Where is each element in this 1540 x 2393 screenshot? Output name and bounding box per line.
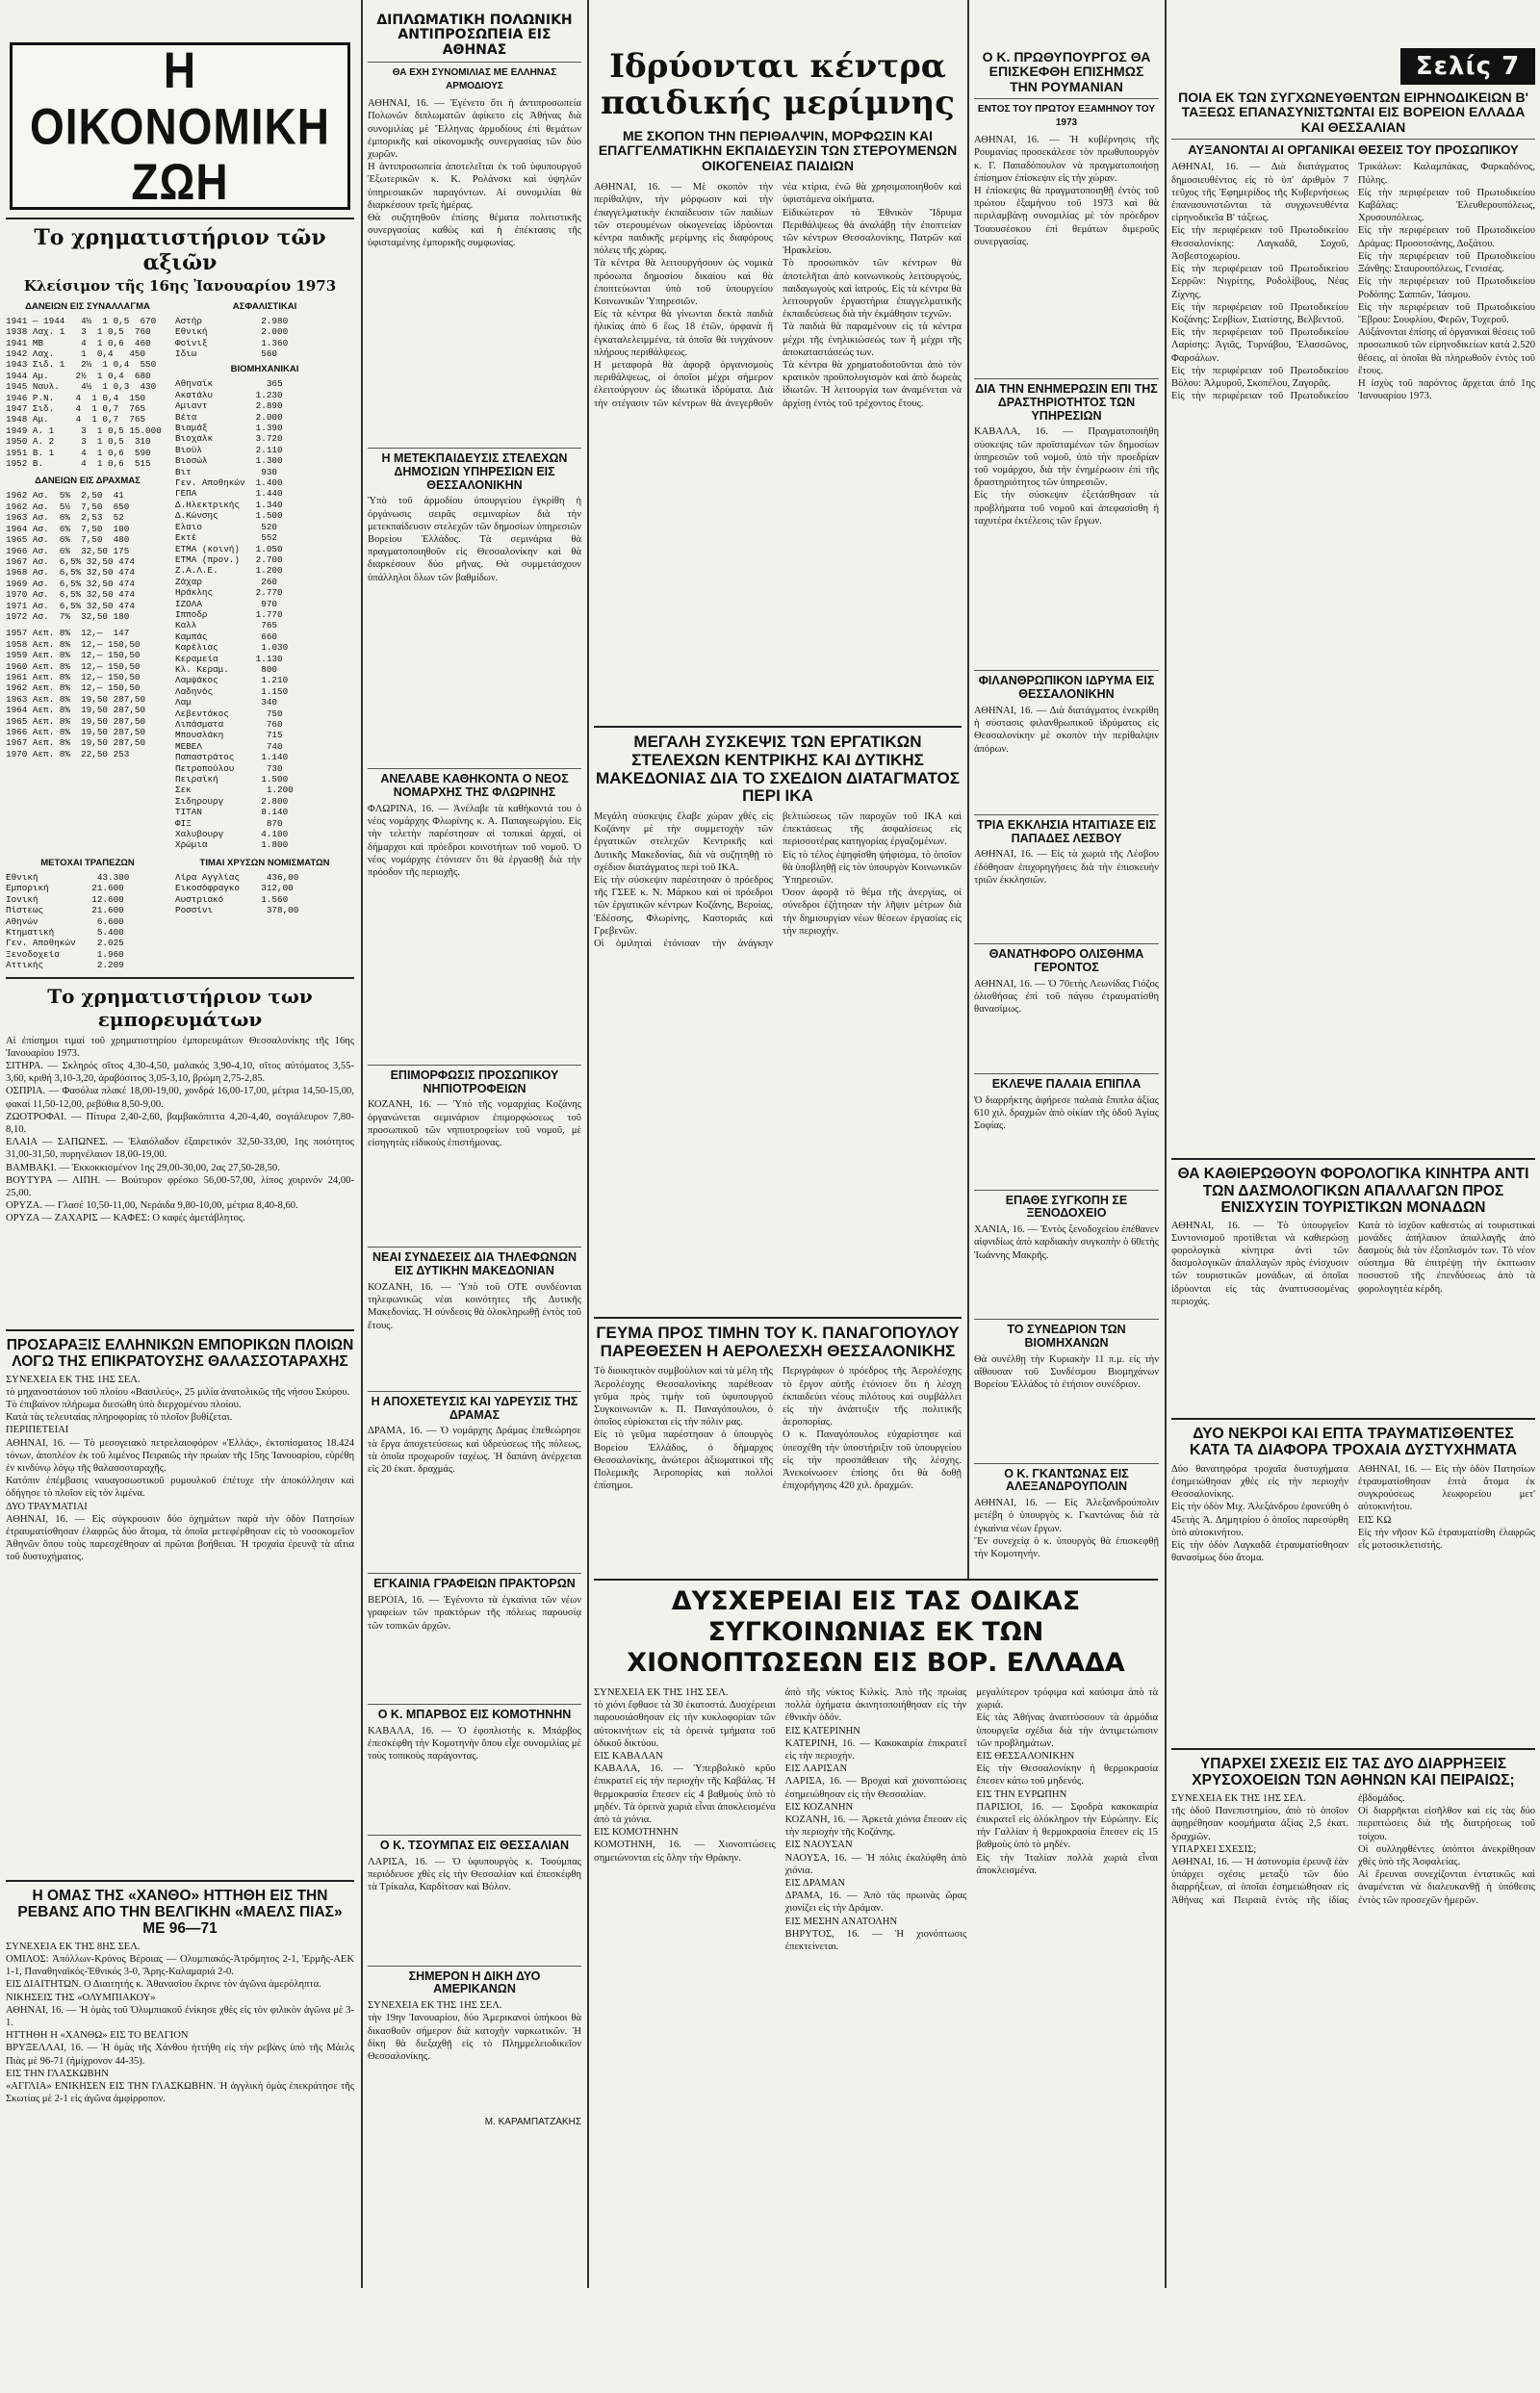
market-row: Εθνική 43.300: [6, 871, 130, 883]
drachma-table: [6, 490, 169, 622]
byline: Μ. ΚΑΡΑΜΠΑΤΖΑΚΗΣ: [484, 2117, 581, 2128]
market-row: 1960 Αεπ. 8% 12,— 150,50: [6, 660, 141, 672]
market-row: 1967 Ασ. 6,5% 32,50 474: [6, 555, 135, 567]
pm-text: ΑΘΗΝΑΙ, 16. — Ἡ κυβέρνησις τῆς Ρουμανίας προσεκάλεσε τὸν πρωθυπουργὸν κ. Γ. Παπαδόπουλον νὰ πραγματοποιήσῃ ἐπίσημον ἐπίσκεψιν εἰς τὴν χώραν. Η ἐπίσκεψις θὰ πραγματοποιηθῇ ἐντὸς τοῦ πρώτου ἑξαμήνου τοῦ 1973 καὶ θὰ περιλαμβάνῃ συνομιλίας μὲ τὸν πρόεδρον Τσαουσέσκου ἐπὶ θεμάτων διμεροῦς συνεργασίας.: [974, 135, 1159, 247]
rule: [368, 1573, 581, 1574]
market-row: Γεν. Αποθηκών 1.400: [175, 477, 283, 489]
commodities-headline: Το χρηματιστήριον των εμπορευμάτων: [47, 984, 313, 1031]
stock-exchange-headline: Το χρηματιστήριον τῶν αξιῶν: [34, 224, 326, 275]
rule: [594, 1579, 1158, 1581]
ika-text: Μεγάλη σύσκεψις ἔλαβε χώραν χθὲς εἰς Κοζάνην μὲ τὴν συμμετοχὴν τῶν ἐργατικῶν στελεχῶν Κεντρικῆς καὶ Δυτικῆς Μακεδονίας, διὰ νὰ συζητηθῇ τὸ σχέδιον διατάγματος περὶ τοῦ ΙΚΑ. Εἰς τὴν σύσκεψιν παρέστησαν ὁ πρόεδρος τῆς ΓΣΕΕ κ. Ν. Μάρκου καὶ οἱ πρόεδροι τῶν ἐργατικῶν κέντρων Κοζάνης, Βεροίας, Ἐδέσσης, Φλωρίνης, Καστοριᾶς καὶ Γρεβενῶν. Οἱ ὁμιληταὶ ἐτόνισαν τὴν ἀνάγκην βελτιώσεως τῶν παροχῶν τοῦ ΙΚΑ καὶ ἐπεκτάσεως τῆς ἀσφαλίσεως εἰς περισσοτέρας κατηγορίας ἐργαζομένων. Εἰς τὸ τέλος ἐψηφίσθη ψήφισμα, τὸ ὁποῖον θὰ ὑποβληθῇ εἰς τὸν ὑπουργὸν Κοινωνικῶν Ὑπηρεσιῶν. Όσον ἀφορᾷ τὸ θέμα τῆς ἀνεργίας, οἱ σύνεδροι ἐζήτησαν τὴν λῆψιν μέτρων διὰ τὴν δημιουργίαν νέων θέσεων ἐργασίας εἰς τὴν περιοχήν.: [594, 811, 962, 949]
market-row: Σιδηρουργ 2.800: [175, 795, 289, 807]
market-row: 1951 Β. 1 4 1 0,6 590: [6, 447, 151, 458]
death-headline: ΘΑΝΑΤΗΦΟΡΟ ΟΛΙΣΘΗΜΑ ΓΕΡΟΝΤΟΣ: [988, 947, 1144, 975]
market-row: 1962 Ασ. 5½ 7,50 650: [6, 501, 130, 512]
rule: [974, 378, 1159, 379]
drachma-heading: ΔΑΝΕΙΩΝ ΕΙΣ ΔΡΑΧΜΑΣ: [35, 476, 141, 487]
rule: [974, 814, 1159, 815]
market-row: 1969 Ασ. 6,5% 32,50 474: [6, 578, 135, 589]
loans-heading: ΔΑΝΕΙΩΝ ΕΙΣ ΣΥΝΑΛΛΑΓΜΑ: [25, 300, 150, 312]
rule: [368, 62, 581, 63]
market-row: Αυστριακό 1.560: [175, 893, 289, 905]
masthead-title: Η ΟΙΚΟΝΟΜΙΚΗ ΖΩΗ: [30, 40, 330, 211]
market-row: 1962 Αεπ. 8% 12,— 150,50: [6, 682, 141, 694]
ika-headline: ΜΕΓΑΛΗ ΣΥΣΚΕΨΙΣ ΤΩΝ ΕΡΓΑΤΙΚΩΝ ΣΤΕΛΕΧΩΝ ΚΕΝΤΡΙΚΗΣ ΚΑΙ ΔΥΤΙΚΗΣ ΜΑΚΕΔΟΝΙΑΣ ΔΙΑ ΤΟ ΣΧΕΔΙΟΝ ΔΙΑΤΑΓΜΑΤΟΣ ΠΕΡΙ ΙΚΑ: [596, 733, 960, 806]
market-row: 1967 Αεπ. 8% 19,50 287,50: [6, 737, 146, 749]
market-row: Ξενοδοχεία 1.960: [6, 948, 124, 960]
nomarch-headline: ΑΝΕΛΑΒΕ ΚΑΘΗΚΟΝΤΑ Ο ΝΕΟΣ ΝΟΜΑΡΧΗΣ ΤΗΣ ΦΛΩΡΙΝΗΣ: [380, 772, 569, 800]
market-row: Λεβεντάκος 750: [175, 708, 283, 719]
rule: [6, 218, 354, 219]
market-row: Βιοσώλ 1.300: [175, 455, 283, 467]
pm-sub: ΕΝΤΟΣ ΤΟΥ ΠΡΩΤΟΥ ΕΞΑΜΗΝΟΥ ΤΟΥ 1973: [977, 104, 1156, 129]
sports-text: ΣΥΝΕΧΕΙΑ ΕΚ ΤΗΣ 8ΗΣ ΣΕΛ. ΟΜΙΛΟΣ: Ἀπόλλων-Κρόνος Βέροιας — Ολυμπιακός-Ἀτρόμητος 2-1, Ἑρμῆς-ΑΕΚ 1-1, Παναθηναϊκός-Ἐθνικός 3-0, Ἄρης-Καλαμαριά 2-0. ΕΙΣ ΔΙΑΙΤΗΤΩΝ. Ο Διαιτητής κ. Ἀθανασίου ἔκρινε τὸν ἀγῶνα ἀμερόληπτα. ΝΙΚΗΣΕΙΣ ΤΗΣ «ΟΛΥΜΠΙΑΚΟΥ» ΑΘΗΝΑΙ, 16. — Ἡ ὁμὰς τοῦ Ὀλυμπιακοῦ ἐνίκησε χθὲς εἰς τὸν φιλικὸν ἀγῶνα μὲ 3-1. ΗΤΤΗΘΗ Η «ΧΑΝΘΩ» ΕΙΣ ΤΟ ΒΕΛΓΙΟΝ ΒΡΥΞΕΛΛΑΙ, 16. — Ἡ ὁμὰς τῆς Χάνθου ἡττήθη εἰς τὴν ρεβὰνς ὑπὸ τῆς Μάελς Πιὰς μὲ 96-71 (ἡμίχρονον 44-35). ΕΙΣ ΤΗΝ ΓΛΑΣΚΩΒΗΝ «ΑΓΓΛΙΑ» ΕΝΙΚΗΣΕΝ ΕΙΣ ΤΗΝ ΓΛΑΣΚΩΒΗΝ. Ἡ ἀγγλικὴ ὁμὰς ἐπεκράτησε τῆς Σκωτίας μὲ 2-1 εἰς ἀγῶνα ἀμφίρροπον.: [6, 1941, 354, 2105]
market-row: ΙΖΟΛΑ 970: [175, 598, 278, 609]
centers-text: ΑΘΗΝΑΙ, 16. — Μὲ σκοπὸν τὴν περίθαλψιν, τὴν μόρφωσιν καὶ τὴν ἐπαγγελματικὴν ἐκπαίδευσιν τῶν παιδίων τῶν στερουμένων οἰκογενείας ἱδρύονται κέντρα παιδικῆς μερίμνης εἰς διαφόρους πόλεις τῆς χώρας. Τὰ κέντρα θὰ λειτουργήσουν ὡς νομικὰ πρόσωπα δημοσίου δικαίου καὶ θὰ ἐποπτεύωνται ὑπὸ τοῦ ὑπουργείου Κοινωνικῶν Ὑπηρεσιῶν. Εἰς τὰ κέντρα θὰ γίνωνται δεκτὰ παιδιὰ ἡλικίας ἀπὸ 6 ἕως 18 ἐτῶν, ὀρφανὰ ἢ ἐγκαταλελειμμένα, τὰ ὁποῖα θὰ τυγχάνουν πλήρους περιθάλψεως. Η μεταφορὰ θὰ ἀφορᾷ ὀργανισμοὺς περιθάλψεως, οἱ ὁποῖοι μέχρι σήμερον ἐλειτούργουν ὡς ἰδιωτικὰ ἱδρύματα. Διὰ τὴν στέγασιν τῶν κέντρων θὰ ἀνεγερθοῦν νέα κτίρια, ἐνῶ θὰ χρησιμοποιηθοῦν καὶ ὑφιστάμενα οἰκήματα. Εἰδικώτερον τὸ Ἐθνικὸν Ἵδρυμα Περιθάλψεως θὰ ἀναλάβῃ τὴν ἐποπτείαν τῶν κέντρων Θεσσαλονίκης, Πατρῶν καὶ Ἡρακλείου. Τὸ προσωπικὸν τῶν κέντρων θὰ ἀποτελῆται ἀπὸ κοινωνικοὺς λειτουργούς, παιδαγωγοὺς καὶ ἰατρούς. Εἰς τὰ κέντρα θὰ λειτουργοῦν ἐργαστήρια ἐπαγγελματικῆς ἐκπαιδεύσεως διὰ τὴν ἐκμάθησιν τεχνῶν. Τὰ παιδιὰ θὰ παραμένουν εἰς τὰ κέντρα μέχρι τῆς ἐνηλικιώσεώς των ἢ μέχρι τῆς ἀποκαταστάσεώς των. Τὰ κέντρα θὰ χρηματοδοτοῦνται ἀπὸ τὸν κρατικὸν προϋπολογισμὸν καὶ ἀπὸ δωρεὰς ἰδιωτῶν. Ἡ λειτουργία των ἀναμένεται νὰ ἀρχίσῃ ἐντὸς τοῦ τρέχοντος ἔτους.: [594, 182, 962, 409]
industrial-table: [175, 378, 354, 850]
phil-headline: ΦΙΛΑΝΘΡΩΠΙΚΟΝ ΙΔΡΥΜΑ ΕΙΣ ΘΕΣΣΑΛΟΝΙΚΗΝ: [978, 674, 1155, 702]
rule: [6, 1329, 354, 1331]
market-row: Ακατάλυ 1.230: [175, 389, 283, 400]
rule: [368, 1391, 581, 1392]
market-row: Ζ.Α.Λ.Ε. 1.200: [175, 565, 283, 577]
priests-text: ΑΘΗΝΑΙ, 16. — Εἰς τὰ χωριὰ τῆς Λέσβου ἐδόθησαν ἐπιχορηγήσεις διὰ τὴν ἐπισκευὴν τριῶν ἐκκλησιῶν.: [974, 849, 1162, 886]
theft-text: Ὁ διαρρήκτης ἀφήρεσε παλαιὰ ἔπιπλα ἀξίας 610 χιλ. δραχμῶν ἀπὸ οἰκίαν τῆς ὁδοῦ Ἁγίας Σοφίας.: [974, 1094, 1162, 1132]
gold-theft-text: ΣΥΝΕΧΕΙΑ ΕΚ ΤΗΣ 1ΗΣ ΣΕΛ. τῆς ὁδοῦ Πανεπιστημίου, ἀπὸ τὸ ὁποῖον ἀφῃρέθησαν κοσμήματα ἀξίας 2,5 ἑκατ. δραχμῶν. ΥΠΑΡΧΕΙ ΣΧΕΣΙΣ; ΑΘΗΝΑΙ, 16. — Ἡ ἀστυνομία ἐρευνᾷ ἐὰν ὑπάρχει σχέσις μεταξὺ τῶν δύο διαρρήξεων, αἱ ὁποῖαι ἐσημειώθησαν εἰς Ἀθήνας καὶ Πειραιᾶ ἐντὸς τῆς ἰδίας ἑβδομάδος. Οἱ διαρρῆκται εἰσῆλθον καὶ εἰς τὰς δύο περιπτώσεις διὰ τῆς διατρήσεως τοῦ τοίχου. Οἱ συλληφθέντες ὑπόπτοι ἀνεκρίθησαν χθὲς ὑπὸ τῆς Ἀσφαλείας. Αἱ ἔρευναι συνεχίζονται ἐντατικῶς καὶ ἀναμένεται νὰ διαλευκανθῇ ἡ ὑπόθεσις ἐντὸς τῶν προσεχῶν ἡμερῶν.: [1171, 1792, 1535, 1906]
epimorfosis-text: ΚΟΖΑΝΗ, 16. — Ὑπὸ τῆς νομαρχίας Κοζάνης ὀργανώνεται σεμινάριον ἐπιμορφώσεως τοῦ προσωπικοῦ τῶν νηπιοτροφείων τοῦ νομοῦ, μὲ εἰσηγητὰς εἰδικοὺς ἐπιστήμονας.: [368, 1099, 584, 1149]
centers-headline: Ιδρύονται κέντρα παιδικής μερίμνης: [601, 47, 955, 122]
market-row: ΜΕΒΕΛ 740: [175, 740, 283, 752]
market-row: 1948 Αμ. 4 1 0,7 765: [6, 414, 146, 425]
market-row: Ιπποδρ 1.770: [175, 608, 283, 620]
rule: [1171, 1748, 1535, 1750]
shares-block: [175, 298, 354, 851]
courts-text: ΑΘΗΝΑΙ, 16. — Διὰ διατάγματος δημοσιευθέντος εἰς τὸ ὑπ' ἀριθμὸν 7 τεῦχος τῆς Ἐφημερίδος τῆς Κυβερνήσεως ἐπανασυνιστῶνται τὰ συγχωνευθέντα εἰρηνοδικεῖα Β' τάξεως. Εἰς τὴν περιφέρειαν τοῦ Πρωτοδικείου Θεσσαλονίκης: Λαγκαδᾶ, Σοχοῦ, Ἀσβεστοχωρίου. Εἰς τὴν περιφέρειαν τοῦ Πρωτοδικείου Σερρῶν: Νιγρίτης, Ροδολίβους, Νέας Ζίχνης. Εἰς τὴν περιφέρειαν τοῦ Πρωτοδικείου Κοζάνης: Σερβίων, Σιατίστης, Βελβεντοῦ. Εἰς τὴν περιφέρειαν τοῦ Πρωτοδικείου Λαρίσης: Ἀγιᾶς, Τυρνάβου, Ἐλασσῶνος, Φαρσάλων. Εἰς τὴν περιφέρειαν τοῦ Πρωτοδικείου Βόλου: Ἀλμυροῦ, Σκοπέλου, Ζαγορᾶς. Εἰς τὴν περιφέρειαν τοῦ Πρωτοδικείου Τρικάλων: Καλαμπάκας, Φαρκαδόνος, Πύλης. Εἰς τὴν περιφέρειαν τοῦ Πρωτοδικείου Καβάλας: Ἐλευθερουπόλεως, Χρυσουπόλεως. Εἰς τὴν περιφέρειαν τοῦ Πρωτοδικείου Δράμας: Προσοτσάνης, Δοξάτου. Εἰς τὴν περιφέρειαν τοῦ Πρωτοδικείου Ξάνθης: Σταυρουπόλεως, Γενισέας. Εἰς τὴν περιφέρειαν τοῦ Πρωτοδικείου Ροδόπης: Σαππῶν, Ἰάσμου. Εἰς τὴν περιφέρειαν τοῦ Πρωτοδικείου Ἔβρου: Σουφλίου, Φερῶν, Τυχεροῦ. Αὐξάνονται ἐπίσης αἱ ὀργανικαὶ θέσεις τοῦ προσωπικοῦ τῶν εἰρηνοδικείων κατὰ 2.520 θέσεις, αἱ ὁποῖαι θὰ πληρωθοῦν ἐντὸς τοῦ ἔτους. Η ἰσχὺς τοῦ παρόντος ἄρχεται ἀπὸ 1ης Ἰανουαρίου 1973.: [1171, 162, 1535, 402]
rule: [1171, 1158, 1535, 1160]
right-news-column: [974, 0, 1162, 1632]
market-row: ΕΤΜΑ (κοινή) 1.050: [175, 543, 283, 554]
market-row: Βιοχαλκ 3.720: [175, 433, 283, 445]
market-row: Ζάχαρ 260: [175, 576, 278, 587]
courts-subheadline: ΑΥΞΑΝΟΝΤΑΙ ΑΙ ΟΡΓΑΝΙΚΑΙ ΘΕΣΕΙΣ ΤΟΥ ΠΡΟΣΩΠΙΚΟΥ: [1188, 142, 1519, 158]
market-row: Δ.Ηλεκτρικής 1.340: [175, 499, 283, 510]
tsoumbas-headline: Ο Κ. ΤΣΟΥΜΠΑΣ ΕΙΣ ΘΕΣΣΑΛΙΑΝ: [379, 1838, 570, 1852]
market-row: 1970 Ασ. 6,5% 32,50 474: [6, 589, 135, 601]
shops-text: ΒΕΡΟΙΑ, 16. — Ἐγένοντο τὰ ἐγκαίνια τῶν νέων γραφείων τῶν πρακτόρων τῆς πόλεως παρουσίᾳ τῶν τοπικῶν ἀρχῶν.: [368, 1595, 584, 1632]
snow-headline: ΔΥΣΧΕΡΕΙΑΙ ΕΙΣ ΤΑΣ ΟΔΙΚΑΣ ΣΥΓΚΟΙΝΩΝΙΑΣ ΕΚ ΤΩΝ ΧΙΟΝΟΠΤΩΣΕΩΝ ΕΙΣ ΒΟΡ. ΕΛΛΑΔΑ: [627, 1586, 1125, 1678]
rule: [974, 670, 1159, 671]
market-row: 1961 Αεπ. 8% 12,— 150,50: [6, 671, 141, 682]
market-row: Αθηνών 6.600: [6, 915, 124, 927]
insurance-heading: ΑΣΦΑΛΙΣΤΙΚΑΙ: [232, 300, 297, 312]
market-row: Κλ. Κεραμ. 800: [175, 663, 278, 675]
market-row: Βιαμάξ 1.390: [175, 423, 283, 434]
market-row: Κτηματική 5.400: [6, 926, 124, 938]
rule: [1171, 1418, 1535, 1420]
insurance-table: [175, 316, 354, 360]
rule: [368, 1835, 581, 1836]
market-row: 1945 Ναυλ. 4½ 1 0,3 430: [6, 381, 157, 393]
market-row: Ροσσίνι 378,00: [175, 905, 299, 916]
conference-headline: ΤΟ ΣΥΝΕΔΡΙΟΝ ΤΩΝ ΒΙΟΜΗΧΑΝΩΝ: [1007, 1323, 1126, 1350]
market-row: 1968 Ασ. 6,5% 32,50 474: [6, 567, 135, 579]
accident-text: Δύο θανατηφόρα τροχαῖα δυστυχήματα ἐσημειώθησαν χθὲς εἰς τὴν περιοχὴν Θεσσαλονίκης. Εἰς τὴν ὁδὸν Μιχ. Ἀλεξάνδρου ἐφονεύθη ὁ 45ετὴς Ἀ. Δημητρίου ὁ ὁποῖος παρεσύρθη ὑπὸ αὐτοκινήτου. Εἰς τὴν ὁδὸν Λαγκαδᾶ ἐτραυματίσθησαν θανασίμως δύο ἄτομα. ΑΘΗΝΑΙ, 16. — Εἰς τὴν ὁδὸν Πατησίων ἐτραυματίσθησαν ἑπτὰ ἄτομα ἐκ συγκρούσεως λεωφορείου μετ' αὐτοκινήτου. ΕΙΣ ΚΩ Εἰς τὴν νῆσον Κῶ ἐτραυματίσθη ἐλαφρῶς εἷς μοτοσικλετιστής.: [1171, 1463, 1535, 1564]
market-row: 1964 Ασ. 6% 7,50 100: [6, 523, 130, 534]
market-row: Λαμ 340: [175, 697, 278, 708]
market-row: 1952 Β. 4 1 0,6 515: [6, 458, 151, 470]
rule: [368, 1966, 581, 1967]
market-row: 1966 Ασ. 6% 32,50 175: [6, 545, 130, 556]
market-row: Χαλυβουργ 4.100: [175, 829, 289, 840]
shops-headline: ΕΓΚΑΙΝΙΑ ΓΡΑΦΕΙΩΝ ΠΡΑΚΤΟΡΩΝ: [373, 1577, 576, 1591]
market-row: 1963 Αεπ. 8% 19,50 287,50: [6, 693, 146, 705]
market-row: Ελαιο 520: [175, 521, 278, 532]
market-row: Φοίνιξ 1.360: [175, 337, 289, 348]
column-rule: [1165, 0, 1167, 2288]
regional-column: [368, 0, 584, 2128]
water-text: ΔΡΑΜΑ, 16. — Ὁ νομάρχης Δράμας ἐπεθεώρησε τὰ ἔργα ἀποχετεύσεως καὶ ὑδρεύσεως τῆς πόλεως, τὰ ὁποῖα προχωροῦν ταχέως. Ἡ δαπάνη ἀνέρχεται εἰς 20 ἑκατ. δραχμάς.: [368, 1426, 584, 1476]
market-row: Καμπάς 660: [175, 630, 278, 642]
airport-text: Τὸ διοικητικὸν συμβούλιον καὶ τὰ μέλη τῆς Ἀερολέσχης Θεσσαλονίκης παρέθεσαν γεῦμα πρὸς τιμὴν τοῦ ὑφυπουργοῦ Συγκοινωνιῶν κ. Π. Παναγόπουλου, ὁ ὁποῖος εὑρίσκεται εἰς τὴν πόλιν μας. Εἰς τὸ γεῦμα παρέστησαν ὁ ὑπουργὸς Βορείου Ἑλλάδος, ὁ δήμαρχος Θεσσαλονίκης, ἀνώτεροι ἀξιωματικοὶ τῆς Πολεμικῆς Ἀεροπορίας καὶ πολλοὶ ἐπίσημοι. Περιγράφων ὁ πρόεδρος τῆς Ἀερολέσχης τὸ ἔργον αὐτῆς ἐτόνισεν ὅτι ἡ λέσχη ἐκπαιδεύει νέους πιλότους καὶ συμβάλλει εἰς τὴν ἀνάπτυξιν τῆς πολιτικῆς ἀεροπορίας. Ο κ. Παναγόπουλος εὐχαρίστησε καὶ ὑπεσχέθη τὴν ὑποστήριξιν τοῦ ὑπουργείου εἰς τὴν προσπάθειαν τῆς λέσχης. Ἀνεκοίνωσεν ἐπίσης ὅτι θὰ δοθῇ ἐπιχορήγησις 420 χιλ. δραχμῶν.: [594, 1366, 962, 1492]
info-headline: ΔΙΑ ΤΗΝ ΕΝΗΜΕΡΩΣΙΝ ΕΠΙ ΤΗΣ ΔΡΑΣΤΗΡΙΟΤΗΤΟΣ ΤΩΝ ΥΠΗΡΕΣΙΩΝ: [975, 382, 1158, 423]
market-row: 1965 Ασ. 6% 7,50 480: [6, 534, 130, 546]
death-text: ΑΘΗΝΑΙ, 16. — Ὁ 70ετὴς Λεωνίδας Γιόζος ὀλισθήσας ἐπὶ τοῦ πάγου ἐτραυματίσθη θανασίμως.: [974, 978, 1162, 1016]
industrial-heading: ΒΙΟΜΗΧΑΝΙΚΑΙ: [230, 364, 299, 375]
tax-headline: ΘΑ ΚΑΘΙΕΡΩΘΟΥΝ ΦΟΡΟΛΟΓΙΚΑ ΚΙΝΗΤΡΑ ΑΝΤΙ ΤΩΝ ΔΑΣΜΟΛΟΓΙΚΩΝ ΑΠΑΛΛΑΓΩΝ ΠΡΟΣ ΕΝΙΣΧΥΣΙΝ ΤΟΥΡΙΣΤΙΚΩΝ ΜΟΝΑΔΩΝ: [1177, 1166, 1529, 1216]
ghantonas-headline: Ο Κ. ΓΚΑΝΤΩΝΑΣ ΕΙΣ ΑΛΕΞΑΝΔΡΟΥΠΟΛΙΝ: [1004, 1466, 1129, 1494]
rule: [594, 726, 962, 728]
market-row: Πίστεως 21.600: [6, 905, 124, 916]
conference-text: Θὰ συνέλθῃ τὴν Κυριακὴν 11 π.μ. εἰς τὴν αἴθουσαν τοῦ Συνδέσμου Βιομηχάνων Βορείου Ἑλλάδος τὸ ἐτήσιον συνέδριον.: [974, 1353, 1162, 1391]
market-row: 1938 Λαχ. 1 3 1 0,5 760: [6, 326, 151, 338]
market-row: 1962 Ασ. 5% 2,50 41: [6, 490, 124, 502]
market-row: 1942 Λαχ. 1 0,4 450: [6, 348, 146, 359]
market-row: Αμιαντ 2.890: [175, 400, 283, 412]
market-row: Λιπάσματα 760: [175, 719, 283, 730]
diplomatic-headline: ΔΙΠΛΩΜΑΤΙΚΗ ΠΟΛΩΝΙΚΗ ΑΝΤΙΠΡΟΣΩΠΕΙΑ ΕΙΣ ΑΘΗΝΑΣ: [376, 13, 573, 58]
accident-headline: ΔΥΟ ΝΕΚΡΟΙ ΚΑΙ ΕΠΤΑ ΤΡΑΥΜΑΤΙΣΘΕΝΤΕΣ ΚΑΤΑ ΤΑ ΔΙΑΦΟΡΑ ΤΡΟΧΑΙΑ ΔΥΣΤΥΧΗΜΑΤΑ: [1189, 1425, 1518, 1459]
market-row: Καλλ 765: [175, 620, 278, 631]
market-row: Δ.Κώνσης 1.500: [175, 510, 283, 522]
rule: [368, 448, 581, 449]
loans-table: [6, 316, 169, 470]
commodities-text: Αἱ ἐπίσημοι τιμαί τοῦ χρηματιστηρίου ἐμπορευμάτων Θεσσαλονίκης τῆς 16ης Ἰανουαρίου 1973. ΣΙΤΗΡΑ. — Σκληρός σῖτος 4,30-4,50, μαλακός 3,90-4,10, σῖτος αὐτόματος 3,55-3,60, κριθή 3,10-3,20, ἀραβόσιτος 3,05-3,10, βρώμη 2,75-2,85. ΟΣΠΡΙΑ. — Φασόλια πλακέ 18,00-19,00, χονδρά 16,00-17,00, μέτρια 14,50-15,00, φακαί 11,50-12,00, ρεβύθια 8,50-9,00. ΖΩΟΤΡΟΦΑΙ. — Πίτυρα 2,40-2,60, βαμβακόπιττα 4,20-4,40, σογιάλευρον 7,80-8,10. ΕΛΑΙΑ — ΣΑΠΩΝΕΣ. — Ἐλαιόλαδον ἐξαιρετικόν 32,50-33,00, 1ης ποιότητος 31,00-31,50, πυρηνέλαιον 18,00-19,00. ΒΑΜΒΑΚΙ. — Ἐκκοκκισμένον 1ης 29,00-30,00, 2ας 27,50-28,50. ΒΟΥΤΥΡΑ — ΛΙΠΗ. — Βούτυρον φρέσκο 56,00-57,00, λίπος χοιρινόν 24,00-25,00. ΟΡΥΖΑ. — Γλασέ 10,50-11,00, Νεράιδα 9,80-10,00, μέτρια 8,40-8,60. ΟΡΥΖΑ — ΖΑΧΑΡΙΣ — ΚΑΦΕΣ: Ο καφές ἀμετάβλητος.: [6, 1035, 354, 1224]
market-row: ΦΙΞ 870: [175, 817, 283, 829]
market-row: 1957 Αεπ. 8% 12,— 147: [6, 628, 130, 639]
rule: [368, 1704, 581, 1705]
rule: [974, 1073, 1159, 1074]
market-row: Ηράκλης 2.770: [175, 587, 283, 599]
diplomatic-sub: ΘΑ ΕΧΗ ΣΥΝΟΜΙΛΙΑΣ ΜΕ ΕΛΛΗΝΑΣ ΑΡΜΟΔΙΟΥΣ: [392, 67, 557, 92]
market-row: 1941 — 1944 4½ 1 0,5 670: [6, 315, 157, 326]
phones-text: ΚΟΖΑΝΗ, 16. — Ὑπὸ τοῦ ΟΤΕ συνδέονται τηλεφωνικῶς νέαι κοινότητες τῆς Δυτικῆς Μακεδονίας. Ἡ σύνδεσις θὰ ὁλοκληρωθῇ ἐντὸς τοῦ ἔτους.: [368, 1281, 584, 1331]
masthead-box: [10, 42, 350, 210]
rule: [6, 977, 354, 979]
market-row: 1947 Σιδ. 4 1 0,7 765: [6, 403, 146, 415]
market-row: Εθνική 2.000: [175, 326, 289, 338]
gold-theft-headline: ΥΠΑΡΧΕΙ ΣΧΕΣΙΣ ΕΙΣ ΤΑΣ ΔΥΟ ΔΙΑΡΡΗΞΕΙΣ ΧΡΥΣΟΧΟΕΙΩΝ ΤΩΝ ΑΘΗΝΩΝ ΚΑΙ ΠΕΙΡΑΙΩΣ;: [1192, 1755, 1515, 1788]
transfer-text: Ὑπὸ τοῦ ἀρμοδίου ὑπουργείου ἐγκρίθη ἡ ὀργάνωσις σειρᾶς σεμιναρίων διὰ τὴν μετεκπαίδευσιν στελεχῶν τῶν δημοσίων ὑπηρεσιῶν Βορείου Ἑλλάδος. Τὰ σεμινάρια θὰ πραγματοποιηθοῦν εἰς Θεσσαλονίκην καὶ θὰ διαρκέσουν δύο μῆνας. Θὰ συμμετάσχουν ὑπάλληλοι ὅλων τῶν βαθμίδων.: [368, 496, 584, 583]
gold-block: [175, 855, 354, 971]
market-row: 1950 Α. 2 3 1 0,5 310: [6, 436, 151, 448]
diplomatic-text: ΑΘΗΝΑΙ, 16. — Ἐγένετο ὅτι ἡ ἀντιπροσωπεία Πολωνῶν διπλωματῶν ἀφίκετο εἰς Ἀθήνας διὰ συνομιλίας μὲ Ἕλληνας ἁρμοδίους ἐπὶ θεμάτων ἐμπορικῆς καὶ οἰκονομικῆς συνεργασίας τῶν δύο χωρῶν. Η ἀντιπροσωπεία ἀποτελεῖται ἐκ τοῦ ὑφυπουργοῦ Ἐξωτερικῶν κ. Κ. Ρολάνσκι καὶ ὑψηλῶν ὑπηρεσιακῶν παραγόντων. Αἱ συνομιλίαι θὰ διαρκέσουν τρεῖς ἡμέρας. Θὰ συζητηθοῦν ἐπίσης θέματα πολιτιστικῆς συνεργασίας καθὼς καὶ ἡ ἐπέκτασις τῆς ὑφισταμένης ἐμπορικῆς συμφωνίας.: [368, 98, 581, 249]
hotel-text: ΧΑΝΙΑ, 16. — Ἐντὸς ξενοδοχείου ἐπέθανεν αἰφνιδίως ἀπὸ καρδιακὴν συγκοπὴν ὁ 60ετὴς Ἰωάννης Μακρῆς.: [974, 1224, 1162, 1261]
market-row: Χρώμια 1.800: [175, 839, 289, 851]
hotel-headline: ΕΠΑΘΕ ΣΥΓΚΟΠΗ ΣΕ ΞΕΝΟΔΟΧΕΙΟ: [1005, 1193, 1128, 1221]
market-row: 1966 Αεπ. 8% 19,50 287,50: [6, 727, 146, 737]
ghantonas-text: ΑΘΗΝΑΙ, 16. — Εἰς Ἀλεξανδρούπολιν μετέβη ὁ ὑπουργὸς κ. Γκαντώνας διὰ τὰ ἐγκαίνια νέων ἔργων. Ἔν συνεχείᾳ ὁ κ. ὑπουργὸς θὰ ἐπισκεφθῇ τὴν Κομοτηνήν.: [974, 1498, 1159, 1559]
market-row: Γεν. Αποθηκών 2.025: [6, 938, 124, 949]
market-row: Βιοϋλ 2.110: [175, 444, 283, 455]
tsoumbas-text: ΛΑΡΙΣΑ, 16. — Ὁ ὑφυπουργὸς κ. Τσούμπας περιόδευσε χθὲς εἰς τὴν Θεσσαλίαν καὶ ἐπεσκέφθη τὰ Τρίκαλα, Καρδίτσαν καὶ Βόλον.: [368, 1856, 584, 1893]
snow-text-c: μεγαλύτερον τρόφιμα καὶ καύσιμα ἀπὸ τὰ χωριά. Εἰς τὰς Ἀθήνας ἀναπτύσσουν τὰ ἀρμόδια ὑπουργεῖα σχέδια διὰ τὴν ἀντιμετώπισιν τῶν προβλημάτων. ΕΙΣ ΘΕΣΣΑΛΟΝΙΚΗΝ Εἰς τὴν Θεσσαλονίκην ἡ θερμοκρασία ἔπεσεν κάτω τοῦ μηδενός. ΕΙΣ ΤΗΝ ΕΥΡΩΠΗΝ ΠΑΡΙΣΙΟΙ, 16. — Σφοδρὰ κακοκαιρία ἐπικρατεῖ εἰς ὁλόκληρον τὴν Εὐρώπην. Εἰς τὴν Γαλλίαν ἡ θερμοκρασία ἔπεσεν εἰς 15 βαθμοὺς ὑπὸ τὸ μηδέν. Εἰς τὴν Ἰταλίαν πολλὰ χωριὰ εἶναι ἀποκλεισμένα.: [976, 1687, 1159, 1876]
rule: [974, 1463, 1159, 1464]
loans-block: [6, 298, 169, 851]
pm-headline: Ο Κ. ΠΡΩΘΥΠΟΥΡΓΟΣ ΘΑ ΕΠΙΣΚΕΦΘΗ ΕΠΙΣΗΜΩΣ ΤΗΝ ΡΟΥΜΑΝΙΑΝ: [982, 49, 1151, 94]
rule: [974, 943, 1159, 944]
market-row: Αττικής 2.209: [6, 960, 124, 971]
trial-headline: ΣΗΜΕΡΟΝ Η ΔΙΚΗ ΔΥΟ ΑΜΕΡΙΚΑΝΩΝ: [408, 1968, 541, 1996]
market-row: 1959 Αεπ. 8% 12,— 150,50: [6, 650, 141, 661]
market-row: 1963 Ασ. 6% 2,53 52: [6, 512, 124, 524]
barbos-headline: Ο Κ. ΜΠΑΡΒΟΣ ΕΙΣ ΚΟΜΟΤΗΝΗΝ: [377, 1708, 572, 1722]
rule: [368, 1065, 581, 1066]
centers-subheadline: ΜΕ ΣΚΟΠΟΝ ΤΗΝ ΠΕΡΙΘΑΛΨΙΝ, ΜΟΡΦΩΣΙΝ ΚΑΙ ΕΠΑΓΓΕΛΜΑΤΙΚΗΝ ΕΚΠΑΙΔΕΥΣΙΝ ΤΩΝ ΣΤΕΡΟΥΜΕΝΩΝ ΟΙΚΟΓΕΝΕΙΑΣ ΠΑΙΔΙΩΝ: [598, 128, 958, 173]
market-row: Πειραϊκή 1.500: [175, 774, 289, 785]
market-row: Λίρα Αγγλίας 436,00: [175, 871, 299, 883]
market-row: Αθηναϊκ 365: [175, 378, 283, 390]
market-row: Εμπορική 21.600: [6, 883, 124, 894]
center-column: [594, 0, 962, 1731]
market-row: Πετροπούλου 730: [175, 762, 283, 774]
market-row: ΤΙΤΑΝ 8.140: [175, 807, 289, 818]
airport-headline: ΓΕΥΜΑ ΠΡΟΣ ΤΙΜΗΝ ΤΟΥ Κ. ΠΑΝΑΓΟΠΟΥΛΟΥ ΠΑΡΕΘΕΣΕΝ Η ΑΕΡΟΛΕΣΧΗ ΘΕΣΣΑΛΟΝΙΚΗΣ: [596, 1323, 960, 1360]
market-row: Ιδιω 560: [175, 348, 278, 359]
column-rule: [361, 0, 363, 2288]
shipping-headline: ΠΡΟΣΑΡΑΞΙΣ ΕΛΛΗΝΙΚΩΝ ΕΜΠΟΡΙΚΩΝ ΠΛΟΙΩΝ ΛΟΓΩ ΤΗΣ ΕΠΙΚΡΑΤΟΥΣΗΣ ΘΑΛΑΣΣΟΤΑΡΑΧΗΣ: [6, 1336, 354, 1370]
market-row: Σεκ 1.200: [175, 785, 294, 796]
phil-text: ΑΘΗΝΑΙ, 16. — Διὰ διατάγματος ἐνεκρίθη ἡ σύστασις φιλανθρωπικοῦ ἱδρύματος εἰς Θεσσαλονίκην μὲ σκοπὸν τὴν περίθαλψιν ἀπόρων.: [974, 705, 1162, 755]
theft-headline: ΕΚΛΕΨΕ ΠΑΛΑΙΑ ΕΠΙΠΛΑ: [991, 1076, 1142, 1091]
bonds-table: [6, 628, 169, 759]
market-row: 1941 ΜΒ 4 1 0,6 460: [6, 337, 151, 348]
rule: [594, 1317, 962, 1319]
tax-text: ΑΘΗΝΑΙ, 16. — Τὸ ὑπουργεῖον Συντονισμοῦ προτίθεται νὰ καθιερώσῃ φορολογικὰ κίνητρα ἀντὶ τῶν δασμολογικῶν ἀπαλλαγῶν πρὸς ἐνίσχυσιν τῶν τουριστικῶν μονάδων, αἱ ὁποῖαι ἱδρύονται εἰς τὰς ἀναπτυσσομένας περιοχάς. Κατὰ τὸ ἰσχῦον καθεστὼς αἱ τουριστικαὶ μονάδες ἀπήλαυον ἀπαλλαγῆς ἀπὸ δασμοὺς διὰ τὸν ἐξοπλισμόν των. Τὸ νέον σύστημα θὰ ἐπιτρέψῃ τὴν ἐκπτωσιν ποσοστοῦ τῆς ἐπενδύσεως ἀπὸ τὰ φορολογητέα κέρδη.: [1171, 1220, 1535, 1307]
rule: [368, 1247, 581, 1248]
market-row: 1972 Ασ. 7% 32,50 180: [6, 610, 130, 622]
rule: [6, 1880, 354, 1882]
market-row: 1965 Αεπ. 8% 19,50 287,50: [6, 715, 146, 727]
market-row: Εικοσόφραγκο 312,00: [175, 883, 294, 894]
gold-heading: ΤΙΜΑΙ ΧΡΥΣΩΝ ΝΟΜΙΣΜΑΤΩΝ: [199, 857, 330, 868]
market-row: 1944 Αμ. 2½ 1 0,4 680: [6, 370, 151, 381]
market-row: 1949 Α. 1 3 1 0,5 15.000: [6, 425, 162, 436]
shipping-text: ΣΥΝΕΧΕΙΑ ΕΚ ΤΗΣ 1ΗΣ ΣΕΛ. τὸ μηχανοστάσιον τοῦ πλοίου «Βασιλεύς», 25 μιλία ἀνατολικῶς τῆς νήσου Σκύρου. Τὸ ἐπιβαίνον πλήρωμα διεσώθη ὑπὸ διερχομένου πλοίου. Κατὰ τὰς τελευταίας πληροφορίας τὸ πλοῖον βυθίζεται. ΠΕΡΙΠΕΤΕΙΑΙ ΑΘΗΝΑΙ, 16. — Τὸ μεσογειακὸ πετρελαιοφόρον «Ἑλλάς», ἐκτοπίσματος 18.424 τόνων, ἀποπλέον ἐκ τοῦ λιμένος Πειραιῶς τὴν πρωίαν τῆς 15ης Ἰανουαρίου, εὑρέθη ἐν κινδύνῳ λόγῳ τῆς θαλασσοταραχῆς. Κατόπιν ἐπέμβασις ναυαγοσωστικοῦ ρυμουλκοῦ ἐπέτυχε τὴν ἀποκόλλησιν καὶ ὁδήγησε τὸ πλοῖον εἰς τὸν λιμένα. ΔΥΟ ΤΡΑΥΜΑΤΙΑΙ ΑΘΗΝΑΙ, 16. — Εἰς σύγκρουσιν δύο ὀχημάτων παρὰ τὴν ὁδὸν Πατησίων ἐτραυματίσθησαν ἐλαφρῶς δύο ἄτομα, τὰ ὁποῖα μετεφέρθησαν εἰς τὸ νοσοκομεῖον Ἀθηνῶν ὅπου τοὺς παρεσχέθησαν αἱ πρῶται βοήθειαι. Ἡ τροχαία ἐρευνᾷ τὰ αἴτια τοῦ δυστυχήματος.: [6, 1374, 354, 1563]
market-row: Μπουσλάκη 715: [175, 730, 283, 741]
snow-article: [589, 1579, 1163, 2288]
barbos-text: ΚΑΒΑΛΑ, 16. — Ὁ ἐφοπλιστὴς κ. Μπάρβος ἐπεσκέφθη τὴν Κομοτηνὴν ὅπου εἶχε συνομιλίας μὲ τοὺς τοπικοὺς παράγοντας.: [368, 1725, 584, 1763]
epimorfosis-headline: ΕΠΙΜΟΡΦΩΣΙΣ ΠΡΟΣΩΠΙΚΟΥ ΝΗΠΙΟΤΡΟΦΕΙΩΝ: [390, 1068, 559, 1095]
snow-text-b: ἀπὸ τῆς νύκτος Κιλκίς. Ἀπὸ τῆς πρωίας πολλὰ ὀχήματα ἀκινητοποιήθησαν εἰς τὴν ἐθνικὴν ὁδόν. ΕΙΣ ΚΑΤΕΡΙΝΗΝ ΚΑΤΕΡΙΝΗ, 16. — Κακοκαιρία ἐπικρατεῖ εἰς τὴν περιοχήν. ΕΙΣ ΛΑΡΙΣΑΝ ΛΑΡΙΣΑ, 16. — Βροχαὶ καὶ χιονοπτώσεις ἐσημειώθησαν εἰς τὴν Θεσσαλίαν. ΕΙΣ ΚΟΖΑΝΗΝ ΚΟΖΑΝΗ, 16. — Ἀρκετὰ χιόνια ἔπεσαν εἰς τὴν περιοχὴν τῆς Κοζάνης. ΕΙΣ ΝΑΟΥΣΑΝ ΝΑΟΥΣΑ, 16. — Ἡ πόλις ἐκαλύφθη ἀπὸ χιόνια. ΕΙΣ ΔΡΑΜΑΝ ΔΡΑΜΑ, 16. — Ἀπὸ τὰς πρωινὰς ὥρας χιονίζει εἰς τὴν Δράμαν. ΕΙΣ ΜΕΣΗΝ ΑΝΑΤΟΛΗΝ ΒΗΡΥΤΟΣ, 16. — Ἡ χιονόπτωσις ἐπεκτείνεται.: [784, 1687, 967, 1953]
market-row: Ιονική 12.600: [6, 893, 124, 905]
market-row: Βέτα 2.000: [175, 411, 283, 423]
gold-table: [175, 872, 354, 916]
courts-headline: ΠΟΙΑ ΕΚ ΤΩΝ ΣΥΓΧΩΝΕΥΘΕΝΤΩΝ ΕΙΡΗΝΟΔΙΚΕΙΩΝ Β' ΤΑΞΕΩΣ ΕΠΑΝΑΣΥΝΙΣΤΩΝΤΑΙ ΕΙΣ ΒΟΡΕΙΟΝ ΕΛΛΑΔΑ ΚΑΙ ΘΕΣΣΑΛΙΑΝ: [1178, 90, 1528, 135]
snow-text-a: ΣΥΝΕΧΕΙΑ ΕΚ ΤΗΣ 1ΗΣ ΣΕΛ. τὸ χιόνι ἔφθασε τὰ 30 ἑκατοστά. Δυσχέρειαι παρουσιάσθησαν εἰς τὴν κυκλοφορίαν τῶν αὐτοκινήτων εἰς τὰ ὀρεινὰ τμήματα τοῦ ὁδικοῦ δικτύου. ΕΙΣ ΚΑΒΑΛΑΝ ΚΑΒΑΛΑ, 16. — Ὑπερβολικὸ κρῦο ἐπικρατεῖ εἰς τὴν περιοχὴν τῆς Καβάλας. Ἡ θερμοκρασία ἔπεσεν εἰς 4 βαθμοὺς ὑπὸ τὸ μηδέν. Τὰ ὀρεινὰ χωριὰ εἶναι ἀποκλεισμένα ἀπὸ τὰ χιόνια. ΕΙΣ ΚΟΜΟΤΗΝΗΝ ΚΟΜΟΤΗΝΗ, 16. — Χιονοπτώσεις σημειώνονται εἰς ὅλην τὴν Θράκην.: [594, 1687, 776, 1864]
transfer-headline: Η ΜΕΤΕΚΠΑΙΔΕΥΣΙΣ ΣΤΕΛΕΧΩΝ ΔΗΜΟΣΙΩΝ ΥΠΗΡΕΣΙΩΝ ΕΙΣ ΘΕΣΣΑΛΟΝΙΚΗΝ: [381, 451, 568, 492]
phones-headline: ΝΕΑΙ ΣΥΝΔΕΣΕΙΣ ΔΙΑ ΤΗΛΕΦΩΝΩΝ ΕΙΣ ΔΥΤΙΚΗΝ ΜΑΚΕΔΟΝΙΑΝ: [372, 1250, 577, 1278]
water-headline: Η ΑΠΟΧΕΤΕΥΣΙΣ ΚΑΙ ΥΔΡΕΥΣΙΣ ΤΗΣ ΔΡΑΜΑΣ: [371, 1394, 578, 1422]
market-row: 1971 Ασ. 6,5% 32,50 474: [6, 600, 135, 611]
rule: [974, 1190, 1159, 1191]
market-row: 1964 Αεπ. 8% 19,50 287,50: [6, 705, 146, 716]
info-text: ΚΑΒΑΛΑ, 16. — Πραγματοποιήθη σύσκεψις τῶν προϊσταμένων τῶν δημοσίων ὑπηρεσιῶν τοῦ νομοῦ, ὑπὸ τὴν προεδρίαν τοῦ νομάρχου, διὰ τὴν ἐνημέρωσιν ἐπὶ τῆς δραστηριότητος τῶν ὑπηρεσιῶν. Εἰς τὴν σύσκεψιν ἐξετάσθησαν τὰ προβλήματα τοῦ νομοῦ καὶ ἀπεφασίσθη ἡ ταχυτέρα ἐκτέλεσις τῶν ἔργων.: [974, 426, 1159, 527]
trial-text: ΣΥΝΕΧΕΙΑ ΕΚ ΤΗΣ 1ΗΣ ΣΕΛ. τὴν 19ην Ἰανουαρίου, δύο Ἀμερικανοὶ ὑπήκοοι θὰ δικασθοῦν σήμερον διὰ κατοχὴν ναρκωτικῶν. Ἡ δίκη θὰ διεξαχθῇ εἰς τὸ Πλημμελειοδικεῖον Θεσσαλονίκης.: [368, 2000, 581, 2062]
banks-heading: ΜΕΤΟΧΑΙ ΤΡΑΠΕΖΩΝ: [40, 857, 135, 868]
market-row: 1943 Σιδ. 1 2½ 1 0,4 550: [6, 359, 157, 371]
market-row: Καρέλιας 1.030: [175, 642, 289, 654]
closing-line: Κλείσιμον τῆς 16ης Ἰανουαρίου 1973: [23, 276, 337, 295]
banks-table: [6, 872, 169, 971]
banks-block: [6, 855, 169, 971]
rule: [1171, 139, 1535, 140]
far-right-column: [1171, 0, 1535, 2254]
section-label: Σελίς 7: [1415, 52, 1521, 81]
rule: [974, 1319, 1159, 1320]
market-row: Βιτ 930: [175, 466, 278, 477]
rule: [974, 98, 1159, 99]
market-row: 1970 Αεπ. 8% 22,50 253: [6, 748, 130, 759]
market-row: Παπαστράτος 1.140: [175, 752, 289, 763]
market-column: [6, 0, 354, 2393]
market-row: Λαδηνός 1.150: [175, 685, 289, 697]
sports-headline: Η ΟΜΑΣ ΤΗΣ «ΧΑΝΘΟ» ΗΤΤΗΘΗ ΕΙΣ ΤΗΝ ΡΕΒΑΝΣ ΑΠΟ ΤΗΝ ΒΕΛΓΙΚΗΝ «ΜΑΕΛΣ ΠΙΑΣ» ΜΕ 96—71: [17, 1887, 343, 1937]
market-row: ΓΕΠΑ 1.440: [175, 488, 283, 500]
market-row: 1958 Αεπ. 8% 12,— 150,50: [6, 638, 141, 650]
market-row: Λαμψάκος 1.210: [175, 675, 289, 686]
priests-headline: ΤΡΙΑ ΕΚΚΛΗΣΙΑ ΗΤΑΙΤΙΑΣΕ ΕΙΣ ΠΑΠΑΔΕΣ ΛΕΣΒΟΥ: [976, 817, 1157, 845]
market-row: 1946 Ρ.Ν. 4 1 0,4 150: [6, 392, 146, 403]
section-label-box: [1400, 48, 1535, 85]
nomarch-text: ΦΛΩΡΙΝΑ, 16. — Ἀνέλαβε τὰ καθήκοντά του ὁ νέος νομάρχης Φλωρίνης κ. Α. Παπαγεωργίου. Εἰς τὴν τελετὴν παρέστησαν αἱ τοπικαὶ ἀρχαί, οἱ δήμαρχοι καὶ πρόεδροι κοινοτήτων τοῦ νομοῦ. Ὁ νέος νομάρχης ἐτόνισεν ὅτι θὰ ἐργασθῇ διὰ τὴν πρόοδον τῆς περιοχῆς.: [368, 803, 584, 878]
rule: [368, 768, 581, 769]
market-row: Αστήρ 2.980: [175, 315, 289, 326]
market-row: Εκτέ 552: [175, 532, 278, 544]
market-row: ΕΤΜΑ (προν.) 2.700: [175, 553, 283, 565]
market-row: Κεραμεία 1.130: [175, 653, 283, 664]
